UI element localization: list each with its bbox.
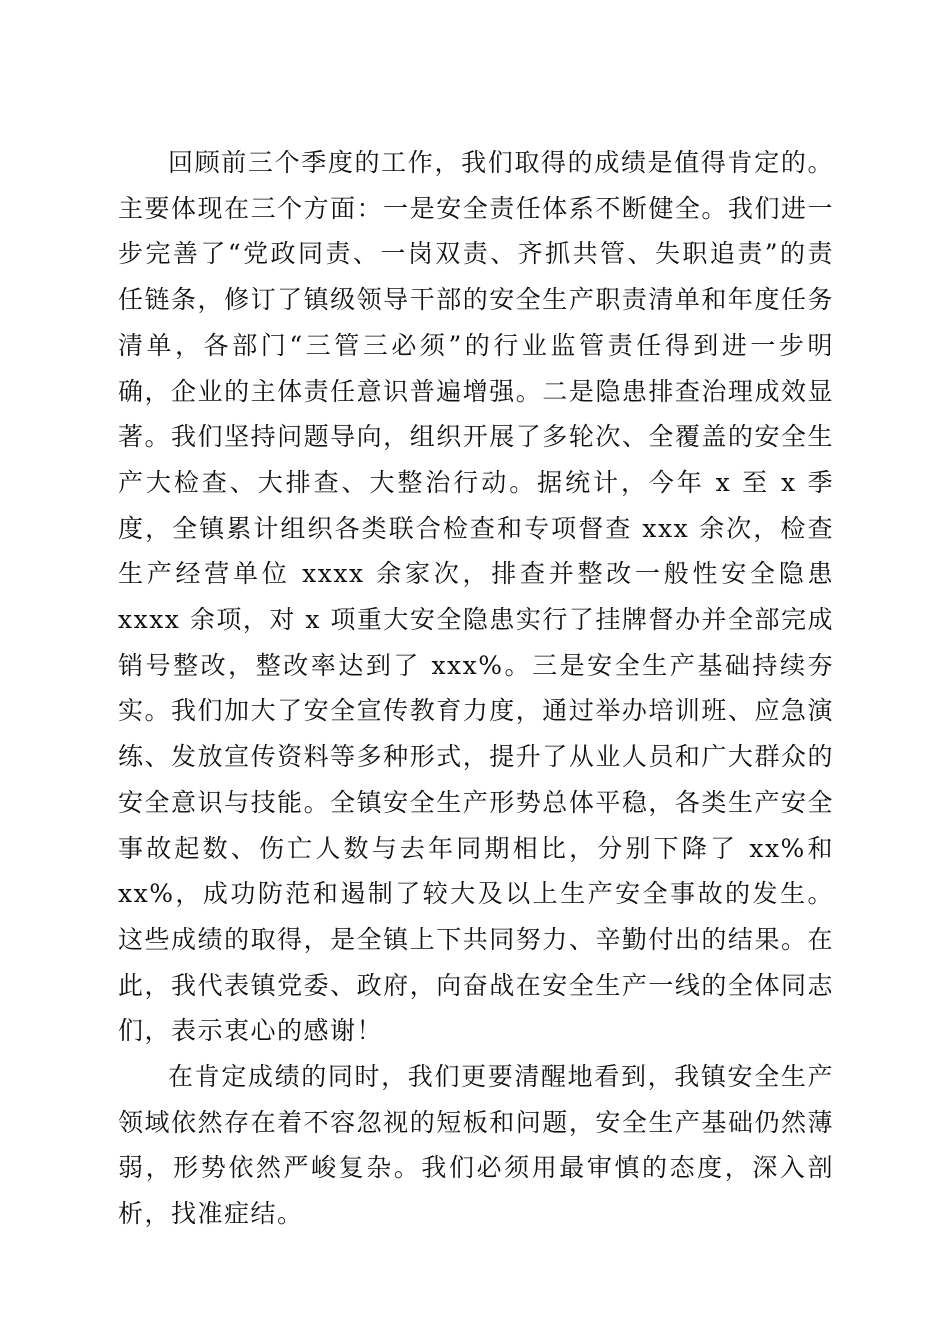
document-body — [118, 140, 834, 1237]
paragraph-1: 回顾前三个季度的工作，我们取得的成绩是值得肯定的。主要体现在三个方面：一是安全责任体系不断健全。我们进一步完善了“党政同责、一岗双责、齐抓共管、失职追责”的责任链条，修订了镇级领导干部的安全生产职责清单和年度任务清单，各部门“三管三必须”的行业监管责任得到进一步明确，企业的主体责任意识普遍增强。二是隐患排查治理成效显著。我们坚持问题导向，组织开展了多轮次、全覆盖的安全生产大检查、大排查、大整治行动。据统计，今年 x 至 x 季度，全镇累计组织各类联合检查和专项督查 xxx 余次，检查生产经营单位 xxxx 余家次，排查并整改一般性安全隐患 xxxx 余项，对 x 项重大安全隐患实行了挂牌督办并全部完成销号整改，整改率达到了 xxx%。三是安全生产基础持续夯实。我们加大了安全宣传教育力度，通过举办培训班、应急演练、发放宣传资料等多种形式，提升了从业人员和广大群众的安全意识与技能。全镇安全生产形势总体平稳，各类生产安全事故起数、伤亡人数与去年同期相比，分别下降了 xx%和 xx%，成功防范和遏制了较大及以上生产安全事故的发生。这些成绩的取得，是全镇上下共同努力、辛勤付出的结果。在此，我代表镇党委、政府，向奋战在安全生产一线的全体同志们，表示衷心的感谢！ — [118, 148, 834, 1046]
paragraph-2: 在肯定成绩的同时，我们更要清醒地看到，我镇安全生产领域依然存在着不容忽视的短板和问题，安全生产基础仍然薄弱，形势依然严峻复杂。我们必须用最审慎的态度，深入剖析，找准症结。 — [118, 1062, 834, 1229]
